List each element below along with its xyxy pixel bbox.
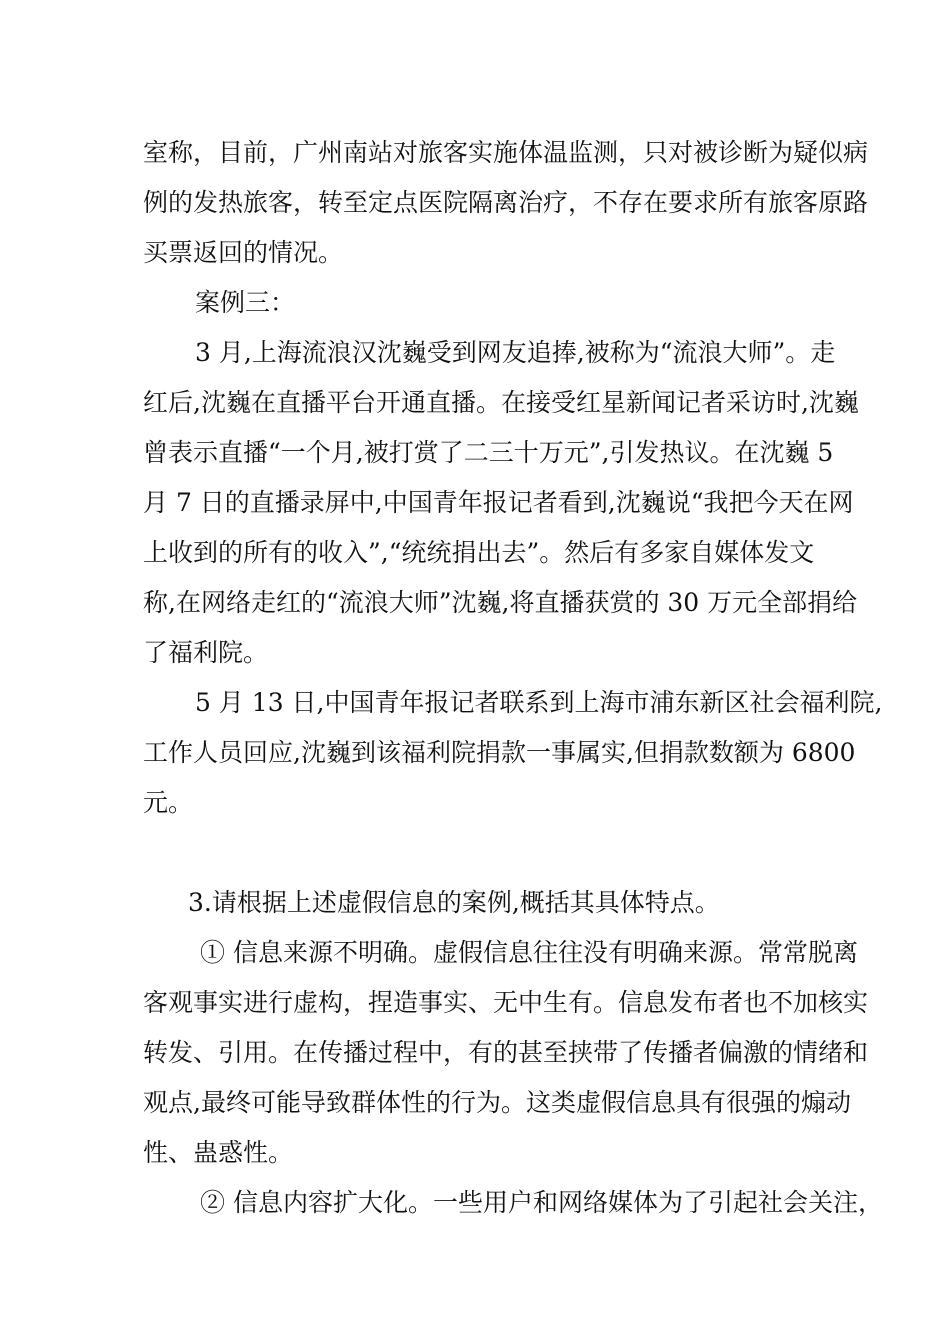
case-heading: 案例三： bbox=[195, 288, 296, 317]
text-line: 买票返回的情况。 bbox=[143, 238, 344, 267]
text-line: 上收到的所有的收入”,“统统捐出去”。然后有多家自媒体发文 bbox=[143, 538, 815, 567]
text-line: 3 月,上海流浪汉沈巍受到网友追捧,被称为“流浪大师”。走 bbox=[195, 338, 836, 367]
text-line: 5 月 13 日,中国青年报记者联系到上海市浦东新区社会福利院, bbox=[195, 688, 883, 717]
text-line: 观点,最终可能导致群体性的行为。这类虚假信息具有很强的煽动 bbox=[143, 1088, 851, 1117]
text-line: 月 7 日的直播录屏中,中国青年报记者看到,沈巍说“我把今天在网 bbox=[143, 488, 854, 517]
text-line: 室称，目前，广州南站对旅客实施体温监测，只对被诊断为疑似病 bbox=[143, 138, 869, 167]
text-line: 称,在网络走红的“流浪大师”沈巍,将直播获赏的 30 万元全部捐给 bbox=[143, 588, 858, 617]
text-line: 客观事实进行虚构，捏造事实、无中生有。信息发布者也不加核实 bbox=[143, 988, 869, 1017]
text-line: 曾表示直播“一个月,被打赏了二三十万元”,引发热议。在沈巍 5 bbox=[143, 438, 834, 467]
text-line: 工作人员回应,沈巍到该福利院捐款一事属实,但捐款数额为 6800 bbox=[143, 738, 856, 767]
text-line: 性、蛊惑性。 bbox=[143, 1138, 294, 1167]
text-line: 了福利院。 bbox=[143, 638, 269, 667]
text-line: 红后,沈巍在直播平台开通直播。在接受红星新闻记者采访时,沈巍 bbox=[143, 388, 859, 417]
text-line: 例的发热旅客，转至定点医院隔离治疗，不存在要求所有旅客原路 bbox=[143, 188, 869, 217]
text-line: 元。 bbox=[143, 788, 194, 817]
text-line: ① 信息来源不明确。虚假信息往往没有明确来源。常常脱离 bbox=[200, 938, 858, 967]
text-line: ② 信息内容扩大化。一些用户和网络媒体为了引起社会关注， bbox=[200, 1188, 883, 1217]
text-line: 转发、引用。在传播过程中，有的甚至挟带了传播者偏激的情绪和 bbox=[143, 1038, 869, 1067]
question-heading: 3.请根据上述虚假信息的案例,概括其具体特点。 bbox=[188, 888, 720, 917]
